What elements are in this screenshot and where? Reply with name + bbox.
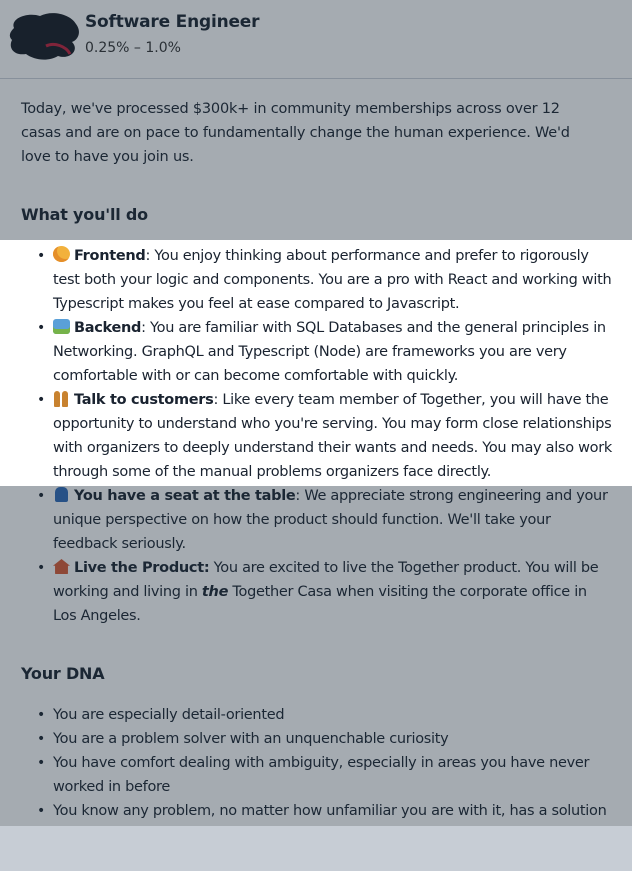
item-emphasis: the [201, 584, 229, 600]
item-title: Frontend [74, 248, 146, 264]
list-item: • You are especially detail-oriented [37, 703, 612, 727]
job-title: Software Engineer [85, 12, 260, 32]
item-title: Talk to customers [74, 392, 214, 408]
equity-range: 0.25% – 1.0% [85, 40, 181, 56]
list-item: • You know any problem, no matter how unfamiliar you are with it, has a solution [37, 799, 612, 823]
people-icon [53, 391, 70, 406]
item-sep: : [295, 488, 305, 504]
item-title: Live the Product: [74, 560, 210, 576]
section-heading-your-dna: Your DNA [21, 664, 105, 683]
picture-icon [53, 319, 70, 334]
list-item [37, 244, 612, 316]
item-text: We appreciate strong engineering and your unique perspective on how the product should function. We'll take your feedback seriously. [53, 488, 608, 552]
item-text: Like every team member of Together, you will have the opportunity to understand who you're serving. You may form close relationships with organizers to deeply understand their wants and needs. You may also work through some of the manual problems organizers face directly. [53, 392, 612, 480]
item-title: You have a seat at the table [74, 488, 296, 504]
item-sep: : [145, 248, 155, 264]
list-item [37, 316, 612, 388]
bottom-band [0, 826, 632, 871]
list-item: • You are a problem solver with an unquenchable curiosity [37, 727, 612, 751]
list-item: • You have comfort dealing with ambiguity, especially in areas you have never worked in before [37, 751, 612, 799]
item-title: Backend [74, 320, 142, 336]
item-text: You are excited to live the Together product. You will be working and living in [53, 560, 599, 600]
item-sep: : [213, 392, 223, 408]
list-item [37, 388, 612, 484]
item-text: You are familiar with SQL Databases and the general principles in Networking. GraphQL and Typescript (Node) are frameworks you are very comfortable with or can become comfortable with quickly. [53, 320, 606, 384]
section-heading-what-youll-do: What you'll do [21, 205, 148, 224]
item-text: Together Casa when visiting the corporate office in Los Angeles. [53, 584, 587, 624]
palette-icon [53, 246, 70, 262]
item-sep: : [141, 320, 151, 336]
item-text: You enjoy thinking about performance and prefer to rigorously test both your logic and components. You are a pro with React and working with Typescript makes you feel at ease compared to Javascript. [53, 248, 612, 312]
dim-overlay-bottom [0, 486, 632, 871]
dim-overlay-top [0, 0, 632, 240]
intro-paragraph: Today, we've processed $300k+ in community memberships across over 12 casas and are on pace to fundamentally change the human experience. We'd love to have you join us. [21, 101, 570, 165]
